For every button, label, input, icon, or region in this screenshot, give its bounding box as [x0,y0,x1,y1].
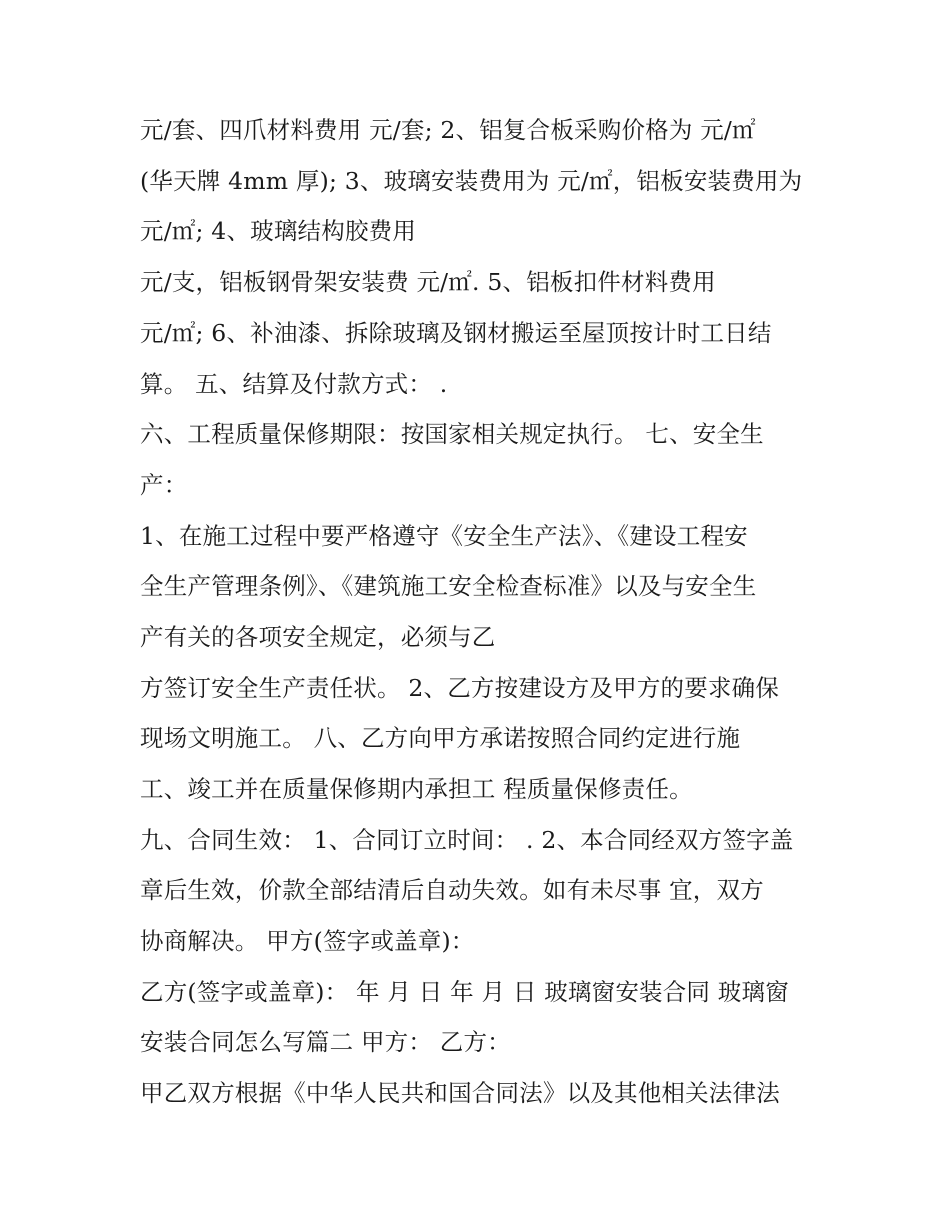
text-line: 安装合同怎么写篇二 甲方： 乙方： [140,1028,511,1056]
text-line: 1、在施工过程中要严格遵守《安全生产法》、《建设工程安 [140,522,748,550]
text-line: (华天牌 4mm 厚); 3、玻璃安装费用为 元/㎡，铝板安装费用为 [140,167,803,195]
text-line: 算。 五、结算及付款方式： . [140,370,448,398]
text-line: 产有关的各项安全规定，必须与乙 [140,623,496,651]
text-line: 元/㎡; 4、玻璃结构胶费用 [140,217,417,245]
text-line: 协商解决。 甲方(签字或盖章)： [140,927,475,955]
text-line: 现场文明施工。 八、乙方向甲方承诺按照合同约定进行施 [140,724,741,752]
text-line: 乙方(签字或盖章)： 年 月 日 年 月 日 玻璃窗安装合同 玻璃窗 [140,978,789,1006]
text-line: 全生产管理条例》、《建筑施工安全检查标准》以及与安全生 [140,572,757,600]
text-line: 元/支，铝板钢骨架安装费 元/㎡. 5、铝板扣件材料费用 [140,268,716,296]
text-line: 九、合同生效： 1、合同订立时间： . 2、本合同经双方签字盖 [140,826,794,854]
text-line: 章后生效，价款全部结清后自动失效。如有未尽事 宜，双方 [140,876,764,904]
text-line: 甲乙双方根据《中华人民共和国合同法》以及其他相关法律法 [140,1079,780,1107]
text-line: 方签订安全生产责任状。 2、乙方按建设方及甲方的要求确保 [140,674,780,702]
text-line: 六、工程质量保修期限：按国家相关规定执行。 七、安全生 [140,420,764,448]
text-line: 元/㎡; 6、补油漆、拆除玻璃及钢材搬运至屋顶按计时工日结 [140,319,772,347]
text-line: 工、竣工并在质量保修期内承担工 程质量保修责任。 [140,775,693,803]
text-line: 产： [140,471,188,499]
text-line: 元/套、四爪材料费用 元/套; 2、铝复合板采购价格为 元/㎡ [140,116,756,144]
